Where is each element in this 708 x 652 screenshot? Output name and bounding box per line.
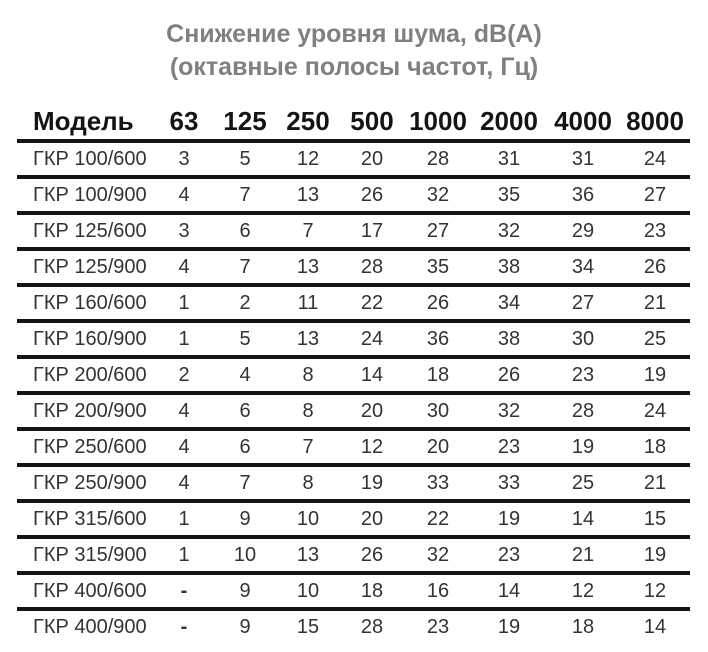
model-label: ГКР 125/900 [17, 249, 154, 285]
value-cell: 7 [276, 429, 340, 465]
value-cell: 21 [546, 537, 620, 573]
value-cell: 34 [546, 249, 620, 285]
value-cell: 27 [620, 177, 690, 213]
table-row [17, 177, 690, 213]
header-frequency: 2000 [472, 103, 546, 141]
table-row [17, 573, 690, 609]
value-cell: 12 [340, 429, 404, 465]
model-label: ГКР 250/900 [17, 465, 154, 501]
table-title [0, 0, 708, 84]
value-cell: 29 [546, 213, 620, 249]
value-cell: 16 [404, 573, 472, 609]
value-cell: 20 [340, 393, 404, 429]
value-cell: 35 [404, 249, 472, 285]
table-row [17, 429, 690, 465]
value-cell: 10 [276, 573, 340, 609]
value-cell: 38 [472, 249, 546, 285]
value-cell: 35 [472, 177, 546, 213]
value-cell: 28 [360, 615, 384, 638]
title-line-2: (октавные полосы частот, Гц) [169, 53, 539, 81]
table-row [17, 321, 690, 357]
value-cell: 19 [546, 429, 620, 465]
value-cell: 9 [214, 573, 276, 609]
value-cell: - [154, 573, 214, 609]
value-cell: 11 [276, 285, 340, 321]
model-label: ГКР 125/600 [17, 213, 154, 249]
value-cell: 26 [340, 177, 404, 213]
value-cell: 32 [404, 177, 472, 213]
value-cell: 25 [546, 465, 620, 501]
table-row [17, 465, 690, 501]
value-cell: 5 [214, 141, 276, 177]
header-frequency: 125 [214, 103, 276, 141]
value-cell: 23 [426, 615, 450, 638]
value-cell: 21 [620, 285, 690, 321]
noise-reduction-table [17, 103, 690, 643]
title-line-1: Снижение уровня шума, dB(A) [166, 20, 542, 48]
value-cell: 21 [620, 465, 690, 501]
table-row [17, 213, 690, 249]
header-frequency: 8000 [620, 103, 690, 141]
value-cell: 3 [154, 213, 214, 249]
header-frequency: 1000 [404, 103, 472, 141]
value-cell: 28 [404, 141, 472, 177]
value-cell: 23 [620, 213, 690, 249]
value-cell: 7 [214, 465, 276, 501]
value-cell: 27 [546, 285, 620, 321]
value-cell: 12 [276, 141, 340, 177]
value-cell: 7 [214, 177, 276, 213]
model-label: ГКР 160/900 [17, 321, 154, 357]
value-cell: 1 [154, 321, 214, 357]
value-cell: 4 [154, 429, 214, 465]
value-cell: 24 [620, 393, 690, 429]
model-label: ГКР 400/600 [17, 573, 154, 609]
value-cell: 36 [546, 177, 620, 213]
value-cell: 23 [472, 429, 546, 465]
model-label: ГКР 400/900 [33, 615, 147, 638]
value-cell: 32 [404, 537, 472, 573]
value-cell: 14 [340, 357, 404, 393]
value-cell: 14 [546, 501, 620, 537]
value-cell: 9 [239, 615, 251, 638]
value-cell: 18 [404, 357, 472, 393]
table-body [17, 141, 690, 643]
value-cell: - [180, 615, 188, 638]
header-row [17, 103, 690, 141]
table-row [17, 357, 690, 393]
value-cell: 26 [340, 537, 404, 573]
value-cell: 3 [154, 141, 214, 177]
value-cell: 24 [620, 141, 690, 177]
value-cell: 6 [214, 393, 276, 429]
value-cell: 4 [214, 357, 276, 393]
value-cell: 22 [340, 285, 404, 321]
value-cell: 31 [546, 141, 620, 177]
value-cell: 30 [546, 321, 620, 357]
model-label: ГКР 315/900 [17, 537, 154, 573]
value-cell: 18 [340, 573, 404, 609]
value-cell: 4 [154, 465, 214, 501]
table-row [17, 609, 690, 643]
value-cell: 4 [154, 393, 214, 429]
value-cell: 9 [214, 501, 276, 537]
value-cell: 10 [276, 501, 340, 537]
value-cell: 32 [472, 213, 546, 249]
value-cell: 7 [214, 249, 276, 285]
value-cell: 33 [472, 465, 546, 501]
value-cell: 19 [472, 501, 546, 537]
table-row [17, 141, 690, 177]
value-cell: 13 [276, 321, 340, 357]
value-cell: 19 [497, 615, 521, 638]
value-cell: 20 [404, 429, 472, 465]
table-row [17, 501, 690, 537]
table-row [17, 285, 690, 321]
value-cell: 8 [276, 357, 340, 393]
value-cell: 10 [214, 537, 276, 573]
value-cell: 12 [620, 573, 690, 609]
value-cell: 19 [620, 537, 690, 573]
value-cell: 6 [214, 213, 276, 249]
value-cell: 32 [472, 393, 546, 429]
model-label: ГКР 315/600 [17, 501, 154, 537]
value-cell: 31 [472, 141, 546, 177]
value-cell: 6 [214, 429, 276, 465]
value-cell: 18 [620, 429, 690, 465]
value-cell: 8 [276, 465, 340, 501]
table-row [17, 249, 690, 285]
value-cell: 15 [296, 615, 320, 638]
table-row [17, 537, 690, 573]
value-cell: 30 [404, 393, 472, 429]
value-cell: 26 [404, 285, 472, 321]
value-cell: 19 [340, 465, 404, 501]
header-model: Модель [17, 103, 154, 141]
value-cell: 27 [404, 213, 472, 249]
value-cell: 38 [472, 321, 546, 357]
value-cell: 20 [340, 141, 404, 177]
value-cell: 5 [214, 321, 276, 357]
value-cell: 22 [404, 501, 472, 537]
value-cell: 7 [276, 213, 340, 249]
value-cell: 14 [472, 573, 546, 609]
model-label: ГКР 160/600 [17, 285, 154, 321]
model-label: ГКР 100/600 [17, 141, 154, 177]
value-cell: 4 [154, 249, 214, 285]
value-cell: 13 [276, 537, 340, 573]
model-label: ГКР 200/900 [17, 393, 154, 429]
value-cell: 23 [472, 537, 546, 573]
header-frequency: 500 [340, 103, 404, 141]
model-label: ГКР 100/900 [17, 177, 154, 213]
value-cell: 17 [340, 213, 404, 249]
value-cell: 4 [154, 177, 214, 213]
value-cell: 28 [340, 249, 404, 285]
value-cell: 20 [340, 501, 404, 537]
value-cell: 2 [154, 357, 214, 393]
value-cell: 13 [276, 249, 340, 285]
value-cell: 2 [214, 285, 276, 321]
header-frequency: 4000 [546, 103, 620, 141]
value-cell: 12 [546, 573, 620, 609]
value-cell: 34 [472, 285, 546, 321]
value-cell: 36 [404, 321, 472, 357]
value-cell: 15 [620, 501, 690, 537]
header-frequency: 63 [154, 103, 214, 141]
table-row [17, 393, 690, 429]
value-cell: 1 [154, 537, 214, 573]
value-cell: 26 [620, 249, 690, 285]
value-cell: 26 [472, 357, 546, 393]
value-cell: 19 [620, 357, 690, 393]
model-label: ГКР 200/600 [17, 357, 154, 393]
value-cell: 25 [620, 321, 690, 357]
value-cell: 33 [404, 465, 472, 501]
value-cell: 23 [546, 357, 620, 393]
value-cell: 28 [546, 393, 620, 429]
value-cell: 1 [154, 285, 214, 321]
model-label: ГКР 250/600 [17, 429, 154, 465]
value-cell: 18 [571, 615, 595, 638]
value-cell: 13 [276, 177, 340, 213]
value-cell: 14 [643, 615, 667, 638]
value-cell: 24 [340, 321, 404, 357]
header-frequency: 250 [276, 103, 340, 141]
value-cell: 1 [154, 501, 214, 537]
value-cell: 8 [276, 393, 340, 429]
